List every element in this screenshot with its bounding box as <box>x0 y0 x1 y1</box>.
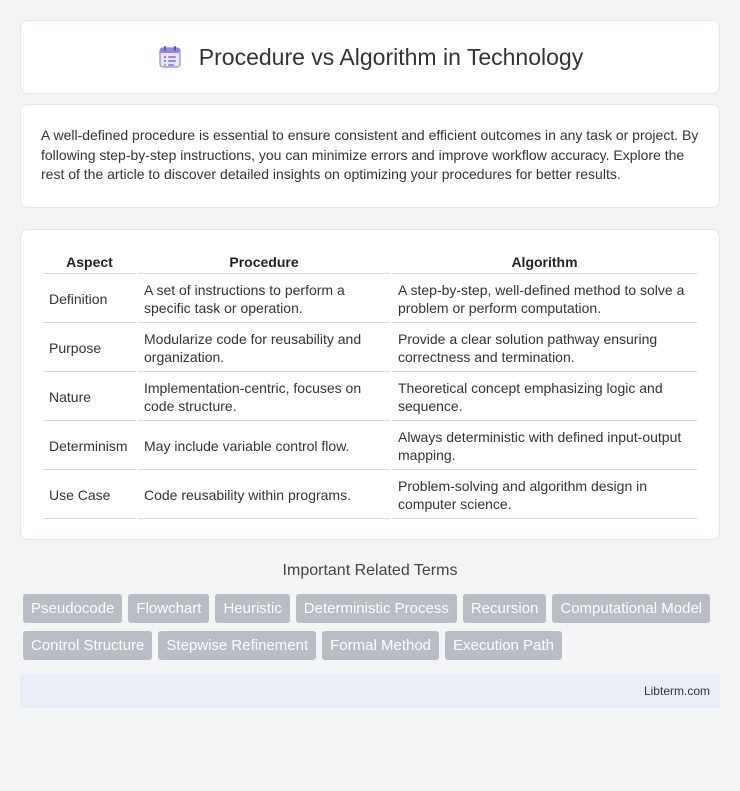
term-tag-heuristic[interactable]: Heuristic <box>215 594 289 623</box>
term-tag-flowchart[interactable]: Flowchart <box>128 594 209 623</box>
page-header <box>20 20 720 94</box>
column-header-procedure: Procedure <box>138 250 390 274</box>
term-tag-computational-model[interactable]: Computational Model <box>552 594 710 623</box>
cell-algorithm: Theoretical concept emphasizing logic and sequence. <box>392 372 697 421</box>
intro-text: A well-defined procedure is essential to ensure consistent and efficient outcomes in any task or project. By following step-by-step instructions, you can minimize errors and improve workflow accuracy. Explore the rest of the article to discover detailed insights on optimizing your procedures for better results. <box>41 127 699 182</box>
table-row <box>43 372 697 421</box>
table-row <box>43 323 697 372</box>
cell-procedure: Modularize code for reusability and organization. <box>138 323 390 372</box>
related-terms-heading: Important Related Terms <box>282 561 458 579</box>
cell-algorithm: Problem-solving and algorithm design in computer science. <box>392 470 697 519</box>
cell-aspect: Definition <box>43 274 136 323</box>
page-footer <box>20 674 720 708</box>
cell-procedure: A set of instructions to perform a specific task or operation. <box>138 274 390 323</box>
cell-procedure: May include variable control flow. <box>138 421 390 470</box>
intro-panel <box>20 104 720 208</box>
comparison-panel <box>20 229 720 540</box>
cell-procedure: Implementation-centric, focuses on code structure. <box>138 372 390 421</box>
footer-site-link[interactable]: Libterm.com <box>643 683 710 698</box>
cell-procedure: Code reusability within programs. <box>138 470 390 519</box>
related-terms-list <box>20 594 720 660</box>
term-tag-control-structure[interactable]: Control Structure <box>23 631 152 660</box>
table-row <box>43 470 697 519</box>
calendar-list-icon <box>157 44 183 70</box>
term-tag-deterministic-process[interactable]: Deterministic Process <box>296 594 457 623</box>
cell-algorithm: Provide a clear solution pathway ensuring correctness and termination. <box>392 323 697 372</box>
table-row <box>43 421 697 470</box>
cell-aspect: Determinism <box>43 421 136 470</box>
term-tag-pseudocode[interactable]: Pseudocode <box>23 594 122 623</box>
term-tag-recursion[interactable]: Recursion <box>463 594 547 623</box>
comparison-table <box>41 250 699 519</box>
term-tag-stepwise-refinement[interactable]: Stepwise Refinement <box>158 631 316 660</box>
cell-aspect: Nature <box>43 372 136 421</box>
column-header-aspect: Aspect <box>43 250 136 274</box>
cell-aspect: Use Case <box>43 470 136 519</box>
table-header-row <box>43 250 697 274</box>
cell-aspect: Purpose <box>43 323 136 372</box>
table-row <box>43 274 697 323</box>
term-tag-execution-path[interactable]: Execution Path <box>445 631 562 660</box>
cell-algorithm: A step-by-step, well-defined method to solve a problem or perform computation. <box>392 274 697 323</box>
term-tag-formal-method[interactable]: Formal Method <box>322 631 439 660</box>
cell-algorithm: Always deterministic with defined input-output mapping. <box>392 421 697 470</box>
column-header-algorithm: Algorithm <box>392 250 697 274</box>
page-title: Procedure vs Algorithm in Technology <box>198 43 584 70</box>
